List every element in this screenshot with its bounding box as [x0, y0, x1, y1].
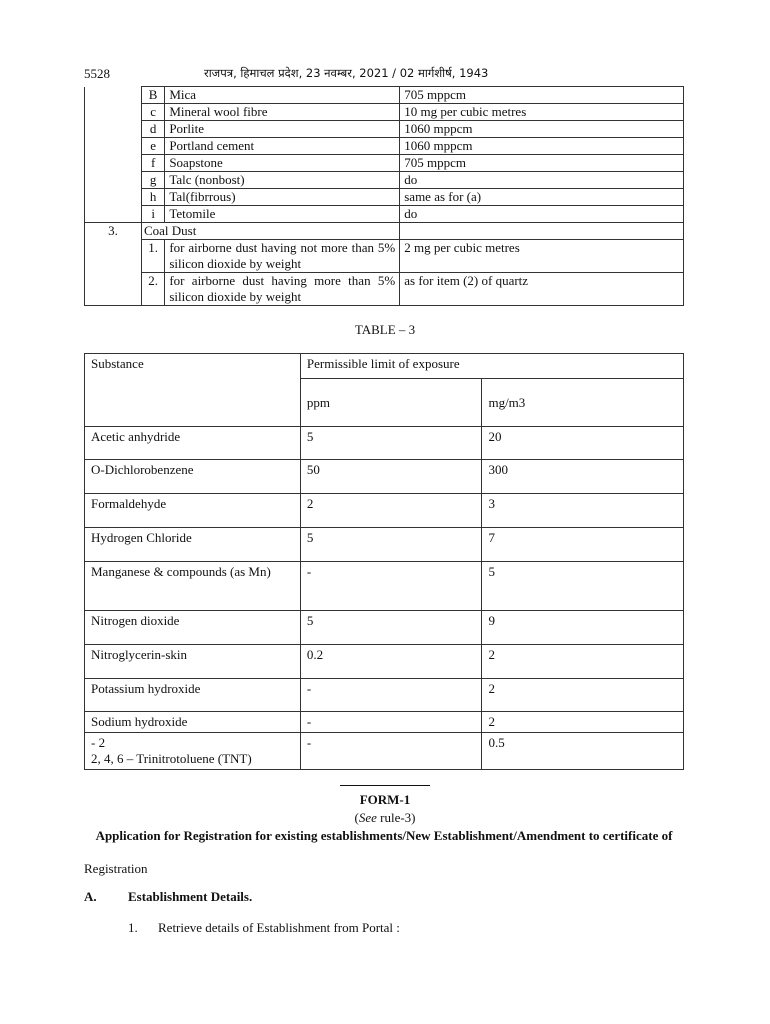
table-row [85, 645, 684, 679]
substance-cell: Sodium hydroxide [85, 712, 301, 733]
mg-cell: 300 [482, 460, 684, 494]
table-row [85, 121, 684, 138]
row-letter: f [141, 155, 164, 172]
table-row [85, 494, 684, 528]
mg-cell: 7 [482, 528, 684, 562]
substance-cell: Portland cement [165, 138, 400, 155]
form-rule-reference [0, 810, 770, 826]
gazette-line: राजपत्र, हिमाचल प्रदेश, 23 नवम्बर, 2021 / 02 मार्गशीर्ष, 1943 [204, 66, 489, 80]
table-row [85, 240, 684, 273]
substance-cell: for airborne dust having more than 5% silicon dioxide by weight [165, 273, 400, 306]
ppm-cell: - [300, 733, 482, 770]
row-letter: 1. [141, 240, 164, 273]
row-number: 3. [85, 223, 142, 306]
substance-cell: Tal(fibrrous) [165, 189, 400, 206]
section-divider [340, 785, 430, 786]
table-row [85, 138, 684, 155]
table-row [85, 155, 684, 172]
page-header [84, 66, 684, 84]
substance-cell: Nitroglycerin-skin [85, 645, 301, 679]
mg-cell: 3 [482, 494, 684, 528]
ppm-cell: - [300, 679, 482, 712]
mg-cell: 2 [482, 712, 684, 733]
limit-cell: as for item (2) of quartz [400, 273, 684, 306]
substance-cell: Nitrogen dioxide [85, 611, 301, 645]
substance-line-2: 2, 4, 6 – Trinitrotoluene (TNT) [91, 751, 252, 766]
table-row [85, 104, 684, 121]
open-paren: ( [354, 810, 359, 825]
dust-limits-table [84, 86, 684, 306]
substance-cell: Acetic anhydride [85, 427, 301, 460]
row-letter: e [141, 138, 164, 155]
section-title: Establishment Details. [128, 889, 253, 904]
ppm-cell: 5 [300, 427, 482, 460]
see-word: See [358, 810, 377, 825]
table-cell-empty [85, 87, 142, 223]
limit-cell: 10 mg per cubic metres [400, 104, 684, 121]
substance-header: Substance [85, 354, 301, 427]
coal-dust-title: Coal Dust [141, 223, 399, 240]
ppm-cell: 2 [300, 494, 482, 528]
item-number: 1. [128, 920, 138, 935]
table-row [85, 679, 684, 712]
substance-cell: Manganese & compounds (as Mn) [85, 562, 301, 611]
ppm-cell: 50 [300, 460, 482, 494]
mg-cell: 0.5 [482, 733, 684, 770]
section-letter: A. [84, 889, 97, 904]
substance-cell: Formaldehyde [85, 494, 301, 528]
row-letter: g [141, 172, 164, 189]
ppm-cell: 5 [300, 611, 482, 645]
table-row [85, 273, 684, 306]
row-letter: d [141, 121, 164, 138]
table-row [85, 562, 684, 611]
page-number: 5528 [84, 66, 110, 81]
substance-cell: Mineral wool fibre [165, 104, 400, 121]
substance-cell: Hydrogen Chloride [85, 528, 301, 562]
mg-cell: 2 [482, 679, 684, 712]
substance-cell: Mica [165, 87, 400, 104]
substance-cell: Potassium hydroxide [85, 679, 301, 712]
table-row [85, 223, 684, 240]
substance-cell [85, 733, 301, 770]
ppm-cell: - [300, 712, 482, 733]
limit-cell: do [400, 172, 684, 189]
table-row [85, 427, 684, 460]
table-row [85, 206, 684, 223]
substance-cell: Tetomile [165, 206, 400, 223]
ppm-header: ppm [300, 379, 482, 427]
row-letter: B [141, 87, 164, 104]
mg-cell: 9 [482, 611, 684, 645]
substance-cell: O-Dichlorobenzene [85, 460, 301, 494]
limit-cell: 705 mppcm [400, 87, 684, 104]
ppm-cell: 5 [300, 528, 482, 562]
mg-cell: 5 [482, 562, 684, 611]
limit-header: Permissible limit of exposure [300, 354, 683, 379]
ppm-cell: 0.2 [300, 645, 482, 679]
substance-cell: for airborne dust having not more than 5% silicon dioxide by weight [165, 240, 400, 273]
table-row [85, 611, 684, 645]
table-row [85, 733, 684, 770]
mg-cell: 20 [482, 427, 684, 460]
table-header-row [85, 354, 684, 379]
row-letter: c [141, 104, 164, 121]
row-letter: h [141, 189, 164, 206]
table-row [85, 712, 684, 733]
limit-cell: 705 mppcm [400, 155, 684, 172]
substance-cell: Soapstone [165, 155, 400, 172]
form-description: Application for Registration for existing establishments/New Establishment/Amendment to certificate of [95, 828, 673, 843]
table-row [85, 189, 684, 206]
mg-cell: 2 [482, 645, 684, 679]
limit-cell: 1060 mppcm [400, 138, 684, 155]
limit-cell: do [400, 206, 684, 223]
table-row [85, 460, 684, 494]
rule-text: rule-3) [376, 810, 416, 825]
table-row [85, 87, 684, 104]
exposure-limits-table [84, 353, 684, 770]
substance-cell: Talc (nonbost) [165, 172, 400, 189]
limit-cell: 1060 mppcm [400, 121, 684, 138]
limit-cell-empty [400, 223, 684, 240]
substance-line-1: - 2 [91, 735, 106, 750]
limit-cell: 2 mg per cubic metres [400, 240, 684, 273]
row-letter: 2. [141, 273, 164, 306]
ppm-cell: - [300, 562, 482, 611]
table-row [85, 172, 684, 189]
registration-text: Registration [84, 861, 148, 876]
mg-header: mg/m3 [482, 379, 684, 427]
item-text: Retrieve details of Establishment from Portal : [158, 920, 400, 935]
form-title: FORM-1 [359, 792, 411, 807]
table-row [85, 528, 684, 562]
substance-cell: Porlite [165, 121, 400, 138]
limit-cell: same as for (a) [400, 189, 684, 206]
table-3-caption: TABLE – 3 [354, 322, 416, 337]
row-letter: i [141, 206, 164, 223]
